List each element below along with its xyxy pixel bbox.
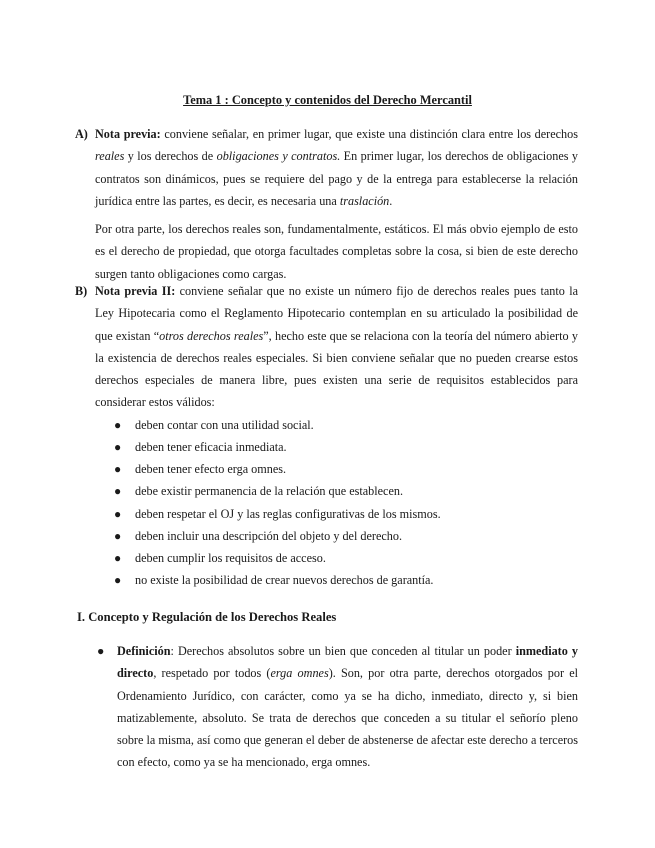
- bullet-icon: ●: [114, 439, 122, 454]
- bullet-icon: ●: [114, 462, 122, 477]
- note-a: [75, 123, 579, 285]
- list-item: [95, 414, 578, 436]
- list-item: [95, 458, 578, 480]
- note-a-label: A): [75, 127, 88, 141]
- note-a-italic: reales: [95, 149, 125, 164]
- list-item-text: deben tener eficacia inmediata.: [135, 439, 287, 454]
- list-item-text: no existe la posibilidad de crear nuevos derechos de garantía.: [135, 573, 434, 588]
- note-b-italic: otros derechos reales: [159, 328, 264, 343]
- list-item: [95, 503, 578, 525]
- list-item-text: deben incluir una descripción del objeto y del derecho.: [135, 528, 403, 543]
- note-b-text: conviene señalar que no existe un número fijo de derechos reales pues tanto la Ley Hipotecaria como el Reglamento Hipotecario contemplan en su articulado la posibilidad de que existan “: [95, 284, 578, 343]
- note-a-italic: traslación: [339, 193, 390, 208]
- list-item-text: deben tener efecto erga omnes.: [135, 462, 287, 477]
- definition-text: ). Son, por otra parte, derechos otorgados por el Ordenamiento Jurídico, con carácter, como ya se ha dicho, inmediato, directo y, si bien matizablemente, absoluto. Se trata de derechos que conceden a su titular el señorío pleno sobre la misma, así como que generan el deber de abstenerse de afectar este derecho a terceros con efecto, como ya se ha mencionado, erga omnes.: [117, 666, 578, 770]
- list-item: [95, 480, 578, 502]
- note-a-paragraph-2: Por otra parte, los derechos reales son, fundamentalmente, estáticos. El más obvio ejemplo de esto es el derecho de propiedad, que otorga facultades completas sobre la cosa, si bien de este derecho surgen tanto obligaciones como cargas.: [95, 222, 578, 281]
- list-item-text: deben respetar el OJ y las reglas configurativas de los mismos.: [135, 506, 441, 521]
- bullet-icon: ●: [114, 573, 122, 588]
- note-a-text: conviene señalar, en primer lugar, que existe una distinción clara entre los derechos: [160, 127, 578, 141]
- list-item-text: debe existir permanencia de la relación que establecen.: [135, 484, 403, 499]
- bullet-icon: ●: [114, 551, 122, 565]
- list-item: [95, 525, 578, 547]
- list-item: [95, 436, 578, 458]
- note-b-paragraph: [95, 280, 578, 414]
- bullet-icon: ●: [114, 484, 122, 499]
- note-b-heading: Nota previa II:: [95, 284, 176, 298]
- definition-heading: Definición: [117, 644, 171, 658]
- definition-bold: inmediato y directo: [117, 644, 578, 681]
- note-a-italic: obligaciones y contratos.: [216, 149, 341, 164]
- definition-text: : Derechos absolutos sobre un bien que conceden al titular un poder: [170, 644, 516, 658]
- note-b: [75, 280, 578, 591]
- definition-text: , respetado por todos (: [153, 666, 271, 681]
- bullet-icon: ●: [114, 417, 122, 432]
- list-item: [95, 569, 578, 591]
- list-item-text: deben contar con una utilidad social.: [135, 417, 314, 432]
- note-a-text: y los derechos de: [124, 149, 217, 164]
- note-b-label: B): [75, 284, 88, 298]
- bullet-icon: ●: [114, 528, 122, 543]
- list-item-text: deben cumplir los requisitos de acceso.: [135, 551, 326, 565]
- bullet-icon: ●: [97, 644, 105, 658]
- bullet-icon: ●: [114, 506, 122, 521]
- note-a-heading: Nota previa:: [95, 127, 161, 141]
- list-item: [95, 547, 578, 569]
- page-title: Tema 1 : Concepto y contenidos del Derecho Mercantil: [183, 93, 472, 107]
- definition-paragraph: [97, 640, 578, 774]
- note-b-text: ”, hecho este que se relaciona con la teoría del número abierto y la existencia de derechos reales especiales. Si bien conviene señalar que no pueden crearse estos derechos especiales de manera libre, pues existen una serie de requisitos establecidos para considerar estos válidos:: [95, 328, 578, 410]
- definition-italic: erga omnes: [270, 666, 329, 681]
- section-heading: I. Concepto y Regulación de los Derechos Reales: [77, 610, 337, 624]
- note-a-paragraph-1: [95, 123, 578, 212]
- requirements-list: [95, 414, 578, 592]
- note-a-text: En primer lugar, los derechos de obligaciones y contratos son dinámicos, pues se requiere del pago y de la entrega para establecerse la relación jurídica entre las partes, es decir, es necesaria una: [95, 149, 579, 208]
- note-a-text: .: [389, 193, 393, 208]
